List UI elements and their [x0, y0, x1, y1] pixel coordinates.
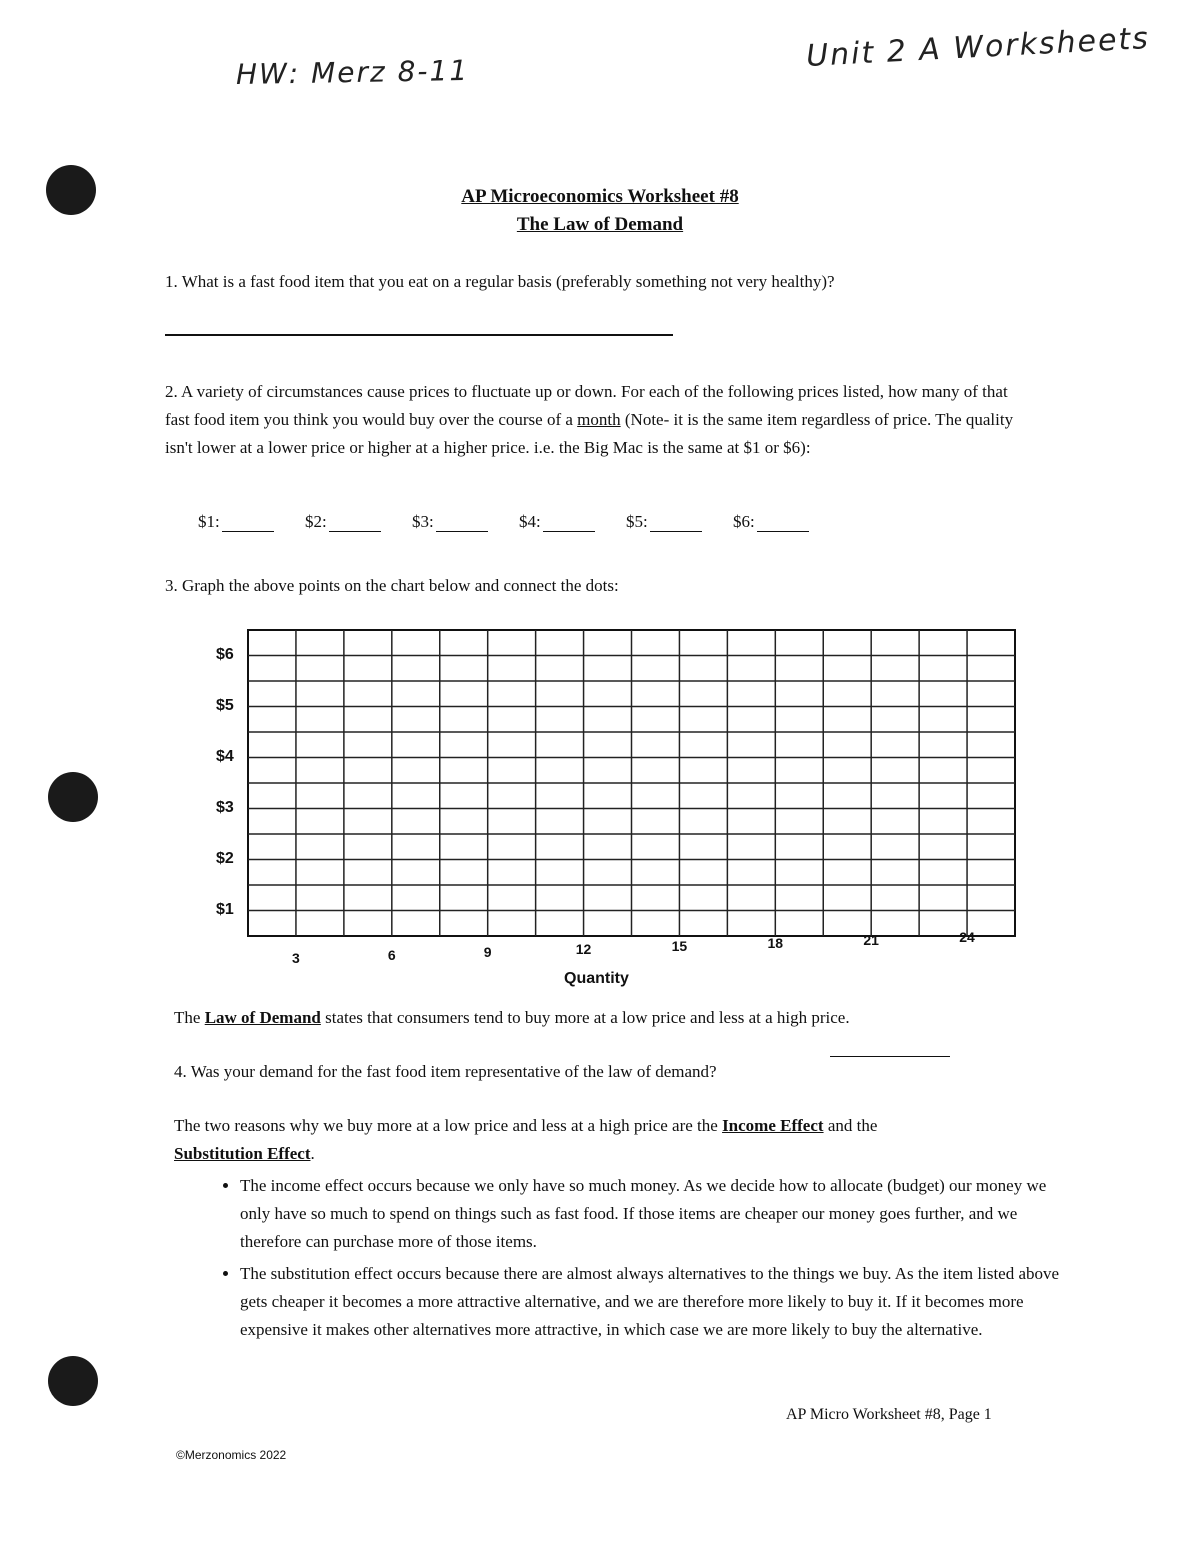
income-effect-term: Income Effect — [722, 1116, 824, 1135]
x-tick-label: 18 — [767, 935, 784, 951]
y-tick-label: $3 — [216, 798, 234, 816]
substitution-effect-bullet: • The substitution effect occurs because there are almost always alternatives to the things we buy. As the item listed above gets cheaper it becomes a more attractive alternative, and we are therefore more likely to buy it. If it becomes more expensive it makes other alternatives more attractive, in which case we are more likely to buy the alternative. — [240, 1260, 1060, 1344]
question-2-text: 2. A variety of circumstances cause prices to fluctuate up or down. For each of the following prices listed, how many of that fast food item you think you would buy over the course of a — [165, 382, 1008, 429]
x-tick-label: 3 — [292, 950, 300, 966]
price-label: $2: — [305, 512, 327, 531]
question-4-answer-line[interactable] — [830, 1056, 950, 1057]
question-1: 1. What is a fast food item that you eat on a regular basis (preferably something not very healthy)? — [165, 272, 835, 291]
y-tick-label: $6 — [216, 645, 234, 663]
y-tick-label: $2 — [216, 849, 234, 867]
y-tick-label: $5 — [216, 696, 234, 714]
x-tick-label: 9 — [483, 944, 492, 960]
price-label: $1: — [198, 512, 220, 531]
x-axis-label: Quantity — [564, 970, 629, 987]
x-tick-label: 12 — [575, 941, 592, 957]
law-statement-before: The — [174, 1008, 201, 1027]
y-tick-label: $1 — [216, 900, 234, 918]
reasons-paragraph — [174, 1112, 1034, 1168]
y-tick-label: $4 — [216, 747, 234, 765]
page-label: AP Micro Worksheet #8, Page 1 — [786, 1406, 992, 1423]
income-effect-bullet: • The income effect occurs because we only have so much money. As we decide how to allocate (budget) our money we only have so much to spend on things such as fast food. If those items are cheaper our money goes further, and we therefore can purchase more of those items. — [240, 1172, 1060, 1256]
x-tick-label: 24 — [959, 929, 975, 945]
effects-bullet-list — [200, 1172, 1060, 1348]
question-2-underlined-word: month — [577, 410, 621, 429]
x-tick-label: 6 — [387, 947, 396, 963]
handwritten-unit-note: Unit 2 A Worksheets — [805, 21, 1151, 74]
reasons-before: The two reasons why we buy more at a low price and less at a high price are the — [174, 1116, 718, 1135]
x-tick-label: 15 — [671, 938, 688, 954]
question-2-text-after: (Note- it is the same item regardless of price. The quality isn't lower at a lower price or higher at a higher price. i.e. the Big Mac is the same at $1 or $6): — [165, 410, 1014, 457]
price-label: $6: — [733, 512, 755, 531]
reasons-middle: and the — [827, 1116, 878, 1135]
law-statement-after: states that consumers tend to buy more at a low price and less at a high price. — [325, 1008, 850, 1027]
reasons-end: . — [310, 1144, 315, 1163]
price-label: $3: — [412, 512, 434, 531]
question-3: 3. Graph the above points on the chart below and connect the dots: — [165, 576, 619, 595]
law-of-demand-term: Law of Demand — [204, 1008, 321, 1027]
price-label: $5: — [626, 512, 648, 531]
worksheet-title: AP Microeconomics Worksheet #8 — [461, 186, 739, 207]
worksheet-subtitle: The Law of Demand — [516, 214, 684, 235]
law-of-demand-statement — [174, 1004, 1034, 1032]
x-tick-label: 21 — [863, 932, 879, 948]
copyright: ©Merzonomics 2022 — [176, 1448, 287, 1462]
price-label: $4: — [519, 512, 541, 531]
question-4: 4. Was your demand for the fast food item representative of the law of demand? — [174, 1062, 717, 1081]
substitution-effect-term: Substitution Effect — [174, 1144, 311, 1163]
handwritten-homework-note: HW: Merz 8-11 — [235, 53, 470, 92]
